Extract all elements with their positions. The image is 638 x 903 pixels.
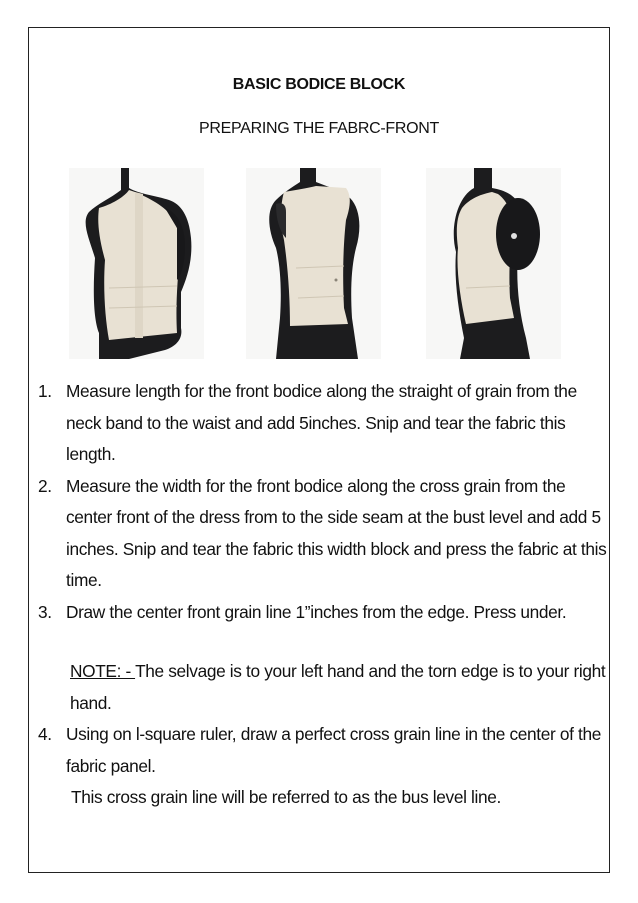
dress-form-side-fabric-icon — [426, 168, 561, 359]
note — [38, 656, 608, 719]
page-subtitle: PREPARING THE FABRC-FRONT — [199, 120, 439, 137]
instructions — [38, 376, 608, 814]
step-text: Measure length for the front bodice along the straight of grain from the neck band to the waist and add 5inches. Snip and tear the fabric this length. — [66, 381, 577, 464]
dress-form-back-fabric-icon — [246, 168, 381, 359]
step-number: 1. — [38, 381, 52, 401]
step-text: Measure the width for the front bodice along the cross grain from the center front of the dress from to the side seam at the bust level and add 5 inches. Snip and tear the fabric this width block and press the fabric at this time. — [66, 475, 607, 590]
step-3 — [38, 597, 608, 629]
closing-line: This cross grain line will be referred to as the bus level line. — [71, 787, 502, 807]
step-4 — [38, 719, 608, 782]
step-number: 2. — [38, 475, 52, 496]
step-number: 4. — [38, 724, 52, 744]
note-text: The selvage is to your left hand and the torn edge is to your right hand. — [70, 661, 606, 713]
step-text: Using on l-square ruler, draw a perfect cross grain line in the center of the fabric panel. — [66, 724, 601, 776]
step-1 — [38, 376, 608, 471]
note-label: NOTE: - — [70, 661, 136, 681]
step-text: Draw the center front grain line 1”inches from the edge. Press under. — [66, 601, 567, 622]
step-number: 3. — [38, 601, 52, 622]
step-2 — [38, 471, 608, 597]
dress-form-front-fabric-icon — [69, 168, 204, 359]
page-title: BASIC BODICE BLOCK — [232, 76, 406, 93]
